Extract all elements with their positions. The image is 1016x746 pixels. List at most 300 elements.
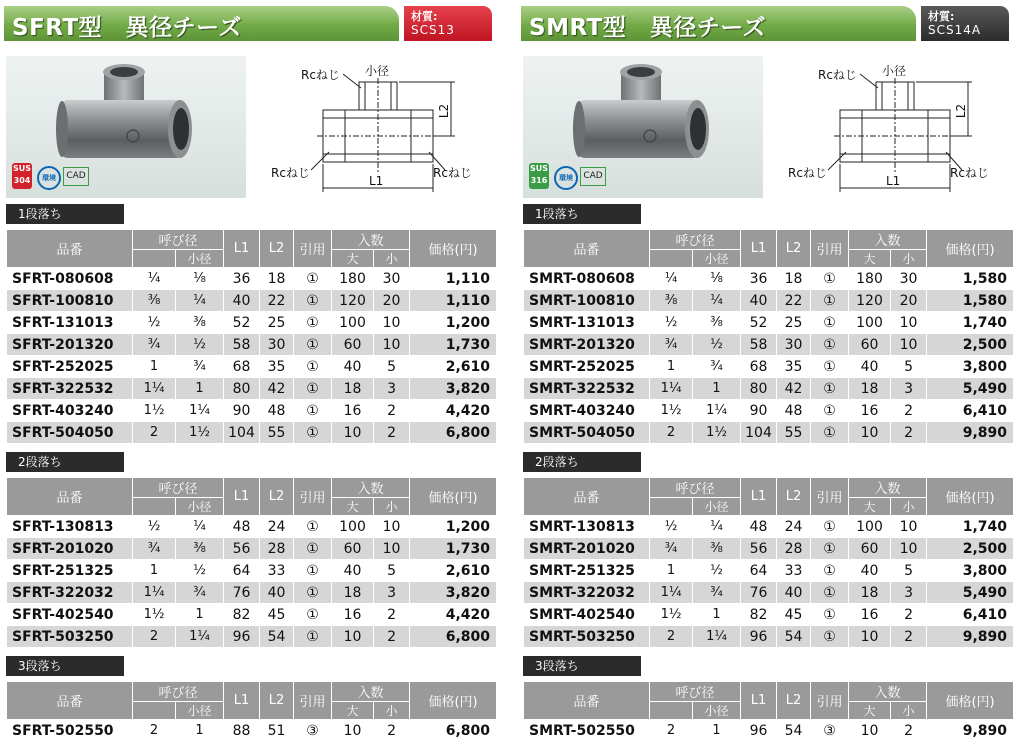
table-row <box>524 626 1014 648</box>
price-cell: 9,890 <box>927 422 1014 444</box>
reference-cell: ① <box>811 422 849 444</box>
small-size-cell: 1¼ <box>176 400 224 422</box>
qty-small-cell: 2 <box>891 400 927 422</box>
l2-cell: 54 <box>777 720 811 742</box>
qty-large-cell: 100 <box>332 312 374 334</box>
reference-cell: ① <box>811 378 849 400</box>
rc-thread-top-label: Rcねじ <box>818 68 857 82</box>
reference-cell: ① <box>294 560 332 582</box>
spec-table-3 <box>6 681 497 742</box>
spec-table-1 <box>523 229 1014 444</box>
reference-cell: ① <box>294 400 332 422</box>
l1-cell: 76 <box>224 582 260 604</box>
nominal-size-cell: 1¼ <box>133 582 176 604</box>
section-title-1: 1段落ち <box>523 204 641 224</box>
l1-cell: 52 <box>224 312 260 334</box>
nominal-size-cell: ½ <box>133 312 176 334</box>
small-diameter-label: 小径 <box>365 64 390 78</box>
small-size-cell: ½ <box>693 334 741 356</box>
part-number-cell: SFRT-130813 <box>7 516 133 538</box>
small-size-cell: 1 <box>176 604 224 626</box>
small-size-cell: 1¼ <box>693 626 741 648</box>
part-number-cell: SMRT-080608 <box>524 268 650 290</box>
qty-small-cell: 5 <box>374 356 410 378</box>
reference-cell: ① <box>811 356 849 378</box>
reference-cell: ① <box>294 312 332 334</box>
qty-small-cell: 3 <box>374 378 410 400</box>
price-cell: 1,110 <box>410 290 497 312</box>
qty-large-cell: 100 <box>332 516 374 538</box>
qty-large-cell: 40 <box>849 356 891 378</box>
price-cell: 5,490 <box>927 378 1014 400</box>
small-size-cell: ¼ <box>693 290 741 312</box>
reference-cell: ① <box>294 290 332 312</box>
eco-icon: 環境 <box>554 166 578 190</box>
rc-thread-right-label: Rcねじ <box>433 166 472 180</box>
qty-small-cell: 10 <box>374 334 410 356</box>
l2-cell: 18 <box>260 268 294 290</box>
header-qty-small: 小 <box>891 498 927 516</box>
title-banner <box>4 6 399 41</box>
part-number-cell: SMRT-503250 <box>524 626 650 648</box>
part-number-cell: SFRT-131013 <box>7 312 133 334</box>
l2-cell: 25 <box>260 312 294 334</box>
small-size-cell: 1 <box>176 378 224 400</box>
l1-cell: 56 <box>741 538 777 560</box>
part-number-cell: SFRT-402540 <box>7 604 133 626</box>
l2-cell: 54 <box>260 626 294 648</box>
price-cell: 3,800 <box>927 560 1014 582</box>
qty-large-cell: 18 <box>332 378 374 400</box>
qty-large-cell: 60 <box>332 334 374 356</box>
header-blank <box>133 702 176 720</box>
nominal-size-cell: ¾ <box>133 538 176 560</box>
nominal-size-cell: 1 <box>650 356 693 378</box>
part-number-cell: SMRT-322032 <box>524 582 650 604</box>
qty-small-cell: 3 <box>374 582 410 604</box>
sus-material-badge: SUS 316 <box>529 163 549 189</box>
header-quantity: 入数 <box>849 478 927 498</box>
header-blank <box>650 702 693 720</box>
price-cell: 6,800 <box>410 720 497 742</box>
qty-small-cell: 20 <box>374 290 410 312</box>
qty-large-cell: 120 <box>332 290 374 312</box>
dimension-diagram <box>766 52 1014 202</box>
qty-large-cell: 18 <box>849 582 891 604</box>
l2-cell: 35 <box>260 356 294 378</box>
nominal-size-cell: 1½ <box>650 400 693 422</box>
header-l2: L2 <box>260 230 294 268</box>
title-banner <box>521 6 916 41</box>
part-number-cell: SMRT-251325 <box>524 560 650 582</box>
price-cell: 2,500 <box>927 334 1014 356</box>
price-cell: 4,420 <box>410 400 497 422</box>
l1-cell: 68 <box>224 356 260 378</box>
header-quantity: 入数 <box>849 230 927 250</box>
l2-cell: 42 <box>777 378 811 400</box>
header-price: 価格(円) <box>927 230 1014 268</box>
l1-cell: 96 <box>741 626 777 648</box>
small-size-cell: 1½ <box>693 422 741 444</box>
header-nominal-size: 呼び径 <box>650 230 741 250</box>
table-row <box>524 560 1014 582</box>
header-part-number: 品番 <box>7 478 133 516</box>
part-number-cell: SMRT-504050 <box>524 422 650 444</box>
header-qty-large: 大 <box>332 498 374 516</box>
price-cell: 1,730 <box>410 334 497 356</box>
spec-table-1 <box>6 229 497 444</box>
reference-cell: ① <box>294 516 332 538</box>
header-part-number: 品番 <box>7 230 133 268</box>
part-number-cell: SFRT-504050 <box>7 422 133 444</box>
product-photo <box>6 56 246 198</box>
qty-large-cell: 40 <box>849 560 891 582</box>
section-title-1: 1段落ち <box>6 204 124 224</box>
part-number-cell: SFRT-502550 <box>7 720 133 742</box>
header-nominal-size: 呼び径 <box>133 682 224 702</box>
nominal-size-cell: ⅜ <box>650 290 693 312</box>
header-quantity: 入数 <box>332 478 410 498</box>
qty-small-cell: 10 <box>374 312 410 334</box>
part-number-cell: SFRT-251325 <box>7 560 133 582</box>
l2-cell: 33 <box>777 560 811 582</box>
l2-cell: 24 <box>260 516 294 538</box>
reference-cell: ③ <box>294 720 332 742</box>
small-diameter-label: 小径 <box>882 64 907 78</box>
l1-cell: 88 <box>224 720 260 742</box>
table-row <box>7 400 497 422</box>
nominal-size-cell: 2 <box>650 626 693 648</box>
reference-cell: ① <box>294 626 332 648</box>
qty-large-cell: 16 <box>332 604 374 626</box>
header-l1: L1 <box>224 478 260 516</box>
nominal-size-cell: 1½ <box>650 604 693 626</box>
material-box <box>404 6 492 41</box>
l2-label: L2 <box>954 103 969 119</box>
header-reference: 引用 <box>294 230 332 268</box>
price-cell: 1,580 <box>927 290 1014 312</box>
price-cell: 1,730 <box>410 538 497 560</box>
l2-cell: 25 <box>777 312 811 334</box>
part-number-cell: SFRT-201020 <box>7 538 133 560</box>
price-cell: 2,610 <box>410 560 497 582</box>
qty-large-cell: 60 <box>849 538 891 560</box>
reference-cell: ① <box>294 334 332 356</box>
l2-cell: 18 <box>777 268 811 290</box>
price-cell: 6,410 <box>927 604 1014 626</box>
cad-icon: CAD <box>63 167 89 186</box>
header-small-size: 小径 <box>176 498 224 516</box>
nominal-size-cell: 1 <box>133 356 176 378</box>
nominal-size-cell: ¾ <box>650 334 693 356</box>
qty-small-cell: 2 <box>891 720 927 742</box>
header-reference: 引用 <box>811 682 849 720</box>
qty-large-cell: 100 <box>849 312 891 334</box>
header-small-size: 小径 <box>693 498 741 516</box>
nominal-size-cell: 1¼ <box>650 582 693 604</box>
l1-cell: 36 <box>741 268 777 290</box>
header-small-size: 小径 <box>693 702 741 720</box>
price-cell: 2,500 <box>927 538 1014 560</box>
reference-cell: ① <box>811 268 849 290</box>
header-qty-small: 小 <box>374 498 410 516</box>
part-number-cell: SFRT-403240 <box>7 400 133 422</box>
qty-small-cell: 10 <box>891 334 927 356</box>
spec-table-2 <box>523 477 1014 648</box>
part-number-cell: SFRT-201320 <box>7 334 133 356</box>
qty-small-cell: 2 <box>374 422 410 444</box>
nominal-size-cell: 1½ <box>133 400 176 422</box>
header-price: 価格(円) <box>927 478 1014 516</box>
table-row <box>7 422 497 444</box>
header-l2: L2 <box>777 682 811 720</box>
header-qty-large: 大 <box>332 250 374 268</box>
header-blank <box>650 498 693 516</box>
header-qty-small: 小 <box>891 702 927 720</box>
part-number-cell: SMRT-322532 <box>524 378 650 400</box>
material-label: 材質: <box>928 10 955 23</box>
qty-small-cell: 5 <box>891 560 927 582</box>
qty-large-cell: 16 <box>849 604 891 626</box>
table-row <box>524 334 1014 356</box>
part-number-cell: SFRT-252025 <box>7 356 133 378</box>
l1-cell: 82 <box>741 604 777 626</box>
l2-cell: 33 <box>260 560 294 582</box>
qty-large-cell: 120 <box>849 290 891 312</box>
qty-small-cell: 3 <box>891 582 927 604</box>
qty-large-cell: 10 <box>849 720 891 742</box>
l2-cell: 22 <box>777 290 811 312</box>
small-size-cell: ¼ <box>176 516 224 538</box>
header-qty-large: 大 <box>849 250 891 268</box>
l1-cell: 52 <box>741 312 777 334</box>
qty-small-cell: 20 <box>891 290 927 312</box>
price-cell: 9,890 <box>927 626 1014 648</box>
reference-cell: ① <box>811 290 849 312</box>
spec-table-2 <box>6 477 497 648</box>
spec-table-3 <box>523 681 1014 742</box>
reference-cell: ① <box>811 400 849 422</box>
header-small-size: 小径 <box>176 250 224 268</box>
table-row <box>7 334 497 356</box>
header-reference: 引用 <box>294 478 332 516</box>
table-row <box>7 290 497 312</box>
price-cell: 4,420 <box>410 604 497 626</box>
l1-cell: 48 <box>224 516 260 538</box>
header-quantity: 入数 <box>849 682 927 702</box>
section-title-3: 3段落ち <box>523 656 641 676</box>
table-row <box>524 290 1014 312</box>
part-number-cell: SFRT-080608 <box>7 268 133 290</box>
table-row <box>7 538 497 560</box>
qty-large-cell: 40 <box>332 560 374 582</box>
header-l2: L2 <box>777 478 811 516</box>
qty-large-cell: 180 <box>849 268 891 290</box>
qty-small-cell: 10 <box>891 312 927 334</box>
qty-small-cell: 5 <box>891 356 927 378</box>
header-qty-large: 大 <box>849 702 891 720</box>
small-size-cell: ¾ <box>176 582 224 604</box>
price-cell: 1,200 <box>410 312 497 334</box>
l1-cell: 80 <box>741 378 777 400</box>
l2-cell: 54 <box>777 626 811 648</box>
part-number-cell: SMRT-131013 <box>524 312 650 334</box>
material-box <box>921 6 1009 41</box>
part-number-cell: SFRT-100810 <box>7 290 133 312</box>
nominal-size-cell: 1¼ <box>650 378 693 400</box>
header-l1: L1 <box>224 230 260 268</box>
l2-cell: 55 <box>260 422 294 444</box>
nominal-size-cell: 1¼ <box>133 378 176 400</box>
qty-large-cell: 10 <box>332 626 374 648</box>
reference-cell: ① <box>294 378 332 400</box>
cad-icon: CAD <box>580 167 606 186</box>
table-row <box>7 626 497 648</box>
price-cell: 6,800 <box>410 422 497 444</box>
section-title-2: 2段落ち <box>523 452 641 472</box>
l2-cell: 30 <box>777 334 811 356</box>
section-title-3: 3段落ち <box>6 656 124 676</box>
reference-cell: ① <box>294 422 332 444</box>
l2-cell: 45 <box>777 604 811 626</box>
reference-cell: ① <box>294 356 332 378</box>
header-l2: L2 <box>260 682 294 720</box>
part-number-cell: SMRT-130813 <box>524 516 650 538</box>
small-size-cell: 1 <box>693 720 741 742</box>
l1-cell: 58 <box>224 334 260 356</box>
l1-cell: 48 <box>741 516 777 538</box>
table-row <box>524 356 1014 378</box>
table-row <box>524 312 1014 334</box>
price-cell: 3,820 <box>410 378 497 400</box>
price-cell: 1,740 <box>927 312 1014 334</box>
table-row <box>524 516 1014 538</box>
header-price: 価格(円) <box>410 682 497 720</box>
table-row <box>7 516 497 538</box>
nominal-size-cell: 2 <box>650 422 693 444</box>
qty-small-cell: 10 <box>374 538 410 560</box>
rc-thread-right-label: Rcねじ <box>950 166 989 180</box>
header-nominal-size: 呼び径 <box>133 478 224 498</box>
l1-cell: 58 <box>741 334 777 356</box>
small-size-cell: ¾ <box>693 582 741 604</box>
section-title-2: 2段落ち <box>6 452 124 472</box>
small-size-cell: ¾ <box>176 356 224 378</box>
table-row <box>7 268 497 290</box>
qty-large-cell: 10 <box>849 626 891 648</box>
nominal-size-cell: 1 <box>650 560 693 582</box>
nominal-size-cell: 2 <box>133 626 176 648</box>
small-size-cell: 1¼ <box>693 400 741 422</box>
header-part-number: 品番 <box>524 682 650 720</box>
l1-cell: 80 <box>224 378 260 400</box>
qty-large-cell: 10 <box>332 422 374 444</box>
l1-cell: 104 <box>224 422 260 444</box>
small-size-cell: 1 <box>176 720 224 742</box>
reference-cell: ① <box>811 334 849 356</box>
small-size-cell: ¾ <box>693 356 741 378</box>
small-size-cell: ⅜ <box>693 538 741 560</box>
l1-cell: 64 <box>741 560 777 582</box>
part-number-cell: SMRT-402540 <box>524 604 650 626</box>
qty-large-cell: 40 <box>332 356 374 378</box>
table-row <box>524 538 1014 560</box>
l1-label: L1 <box>369 174 384 188</box>
header-l2: L2 <box>777 230 811 268</box>
l2-cell: 35 <box>777 356 811 378</box>
header-l1: L1 <box>224 682 260 720</box>
price-cell: 1,740 <box>927 516 1014 538</box>
table-row <box>7 312 497 334</box>
l1-cell: 40 <box>224 290 260 312</box>
reference-cell: ① <box>811 604 849 626</box>
qty-small-cell: 2 <box>891 604 927 626</box>
part-number-cell: SMRT-252025 <box>524 356 650 378</box>
small-size-cell: ¼ <box>693 516 741 538</box>
l2-cell: 55 <box>777 422 811 444</box>
part-number-cell: SMRT-100810 <box>524 290 650 312</box>
l1-cell: 96 <box>741 720 777 742</box>
dimension-diagram <box>249 52 497 202</box>
nominal-size-cell: 1 <box>133 560 176 582</box>
header-qty-small: 小 <box>891 250 927 268</box>
header-l1: L1 <box>741 230 777 268</box>
header-qty-large: 大 <box>332 702 374 720</box>
qty-small-cell: 2 <box>891 626 927 648</box>
header-small-size: 小径 <box>176 702 224 720</box>
small-size-cell: 1¼ <box>176 626 224 648</box>
header-part-number: 品番 <box>7 682 133 720</box>
part-number-cell: SMRT-502550 <box>524 720 650 742</box>
header-blank <box>650 250 693 268</box>
header-blank <box>133 498 176 516</box>
product-photo <box>523 56 763 198</box>
qty-small-cell: 30 <box>374 268 410 290</box>
header-nominal-size: 呼び径 <box>133 230 224 250</box>
table-row <box>7 378 497 400</box>
l1-cell: 90 <box>224 400 260 422</box>
qty-small-cell: 5 <box>374 560 410 582</box>
header-nominal-size: 呼び径 <box>650 478 741 498</box>
l1-cell: 68 <box>741 356 777 378</box>
small-size-cell: ⅛ <box>693 268 741 290</box>
qty-large-cell: 60 <box>849 334 891 356</box>
small-size-cell: ½ <box>176 560 224 582</box>
reference-cell: ① <box>811 516 849 538</box>
header-price: 価格(円) <box>410 478 497 516</box>
price-cell: 3,800 <box>927 356 1014 378</box>
reference-cell: ① <box>294 538 332 560</box>
qty-small-cell: 2 <box>374 400 410 422</box>
qty-large-cell: 60 <box>332 538 374 560</box>
header-part-number: 品番 <box>524 230 650 268</box>
header-part-number: 品番 <box>524 478 650 516</box>
l1-cell: 76 <box>741 582 777 604</box>
header-qty-small: 小 <box>374 702 410 720</box>
table-row <box>7 560 497 582</box>
table-row <box>524 604 1014 626</box>
qty-large-cell: 18 <box>849 378 891 400</box>
panel-header <box>4 6 494 41</box>
reference-cell: ① <box>811 538 849 560</box>
qty-small-cell: 30 <box>891 268 927 290</box>
nominal-size-cell: ½ <box>133 516 176 538</box>
l2-cell: 51 <box>260 720 294 742</box>
material-label: 材質: <box>411 10 438 23</box>
header-reference: 引用 <box>294 682 332 720</box>
table-row <box>7 604 497 626</box>
header-price: 価格(円) <box>927 682 1014 720</box>
